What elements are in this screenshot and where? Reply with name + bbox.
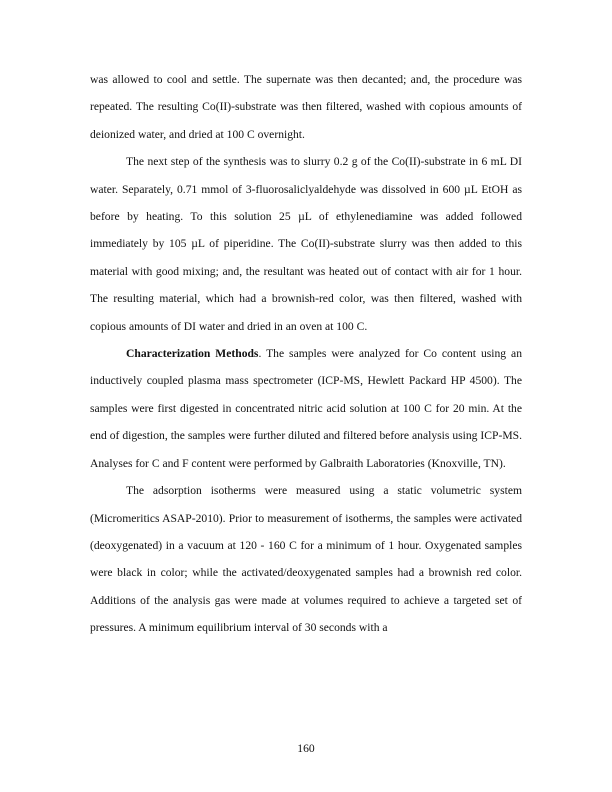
page-number: 160 [297,742,315,755]
paragraph-continuation: was allowed to cool and settle. The supernate was then decanted; and, the procedure was repeated. The resulting Co(II)-substrate was then filtered, washed with copious amounts of deionized water, and dried at 100 C overnight. [90,73,522,141]
page-body [90,66,522,642]
section-heading: Characterization Methods [126,347,259,361]
paragraph-characterization-methods [90,340,522,477]
paragraph-adsorption-isotherms: The adsorption isotherms were measured using a static volumetric system (Micromeritics ASAP-2010). Prior to measurement of isotherms, the samples were activated (deoxygenated) in a vacuum at 120 - 160 C for a minimum of 1 hour. Oxygenated samples were black in color; while the activated/deoxygenated samples had a brownish red color. Additions of the analysis gas were made at volumes required to achieve a targeted set of pressures. A minimum equilibrium interval of 30 seconds with a [90,484,522,635]
paragraph-synthesis-step: The next step of the synthesis was to slurry 0.2 g of the Co(II)-substrate in 6 mL DI water. Separately, 0.71 mmol of 3-fluorosaliclyaldehyde was dissolved in 600 µL EtOH as before by heating. To this solution 25 µL of ethylenediamine was added followed immediately by 105 µL of piperidine. The Co(II)-substrate slurry was then added to this material with good mixing; and, the resultant was heated out of contact with air for 1 hour. The resulting material, which had a brownish-red color, was then filtered, washed with copious amounts of DI water and dried in an oven at 100 C. [90,155,522,333]
paragraph-text: . The samples were analyzed for Co content using an inductively coupled plasma mass spectrometer (ICP-MS, Hewlett Packard HP 4500). The samples were first digested in concentrated nitric acid solution at 100 C for 20 min. At the end of digestion, the samples were further diluted and filtered before analysis using ICP-MS. Analyses for C and F content were performed by Galbraith Laboratories (Knoxville, TN). [90,347,522,470]
